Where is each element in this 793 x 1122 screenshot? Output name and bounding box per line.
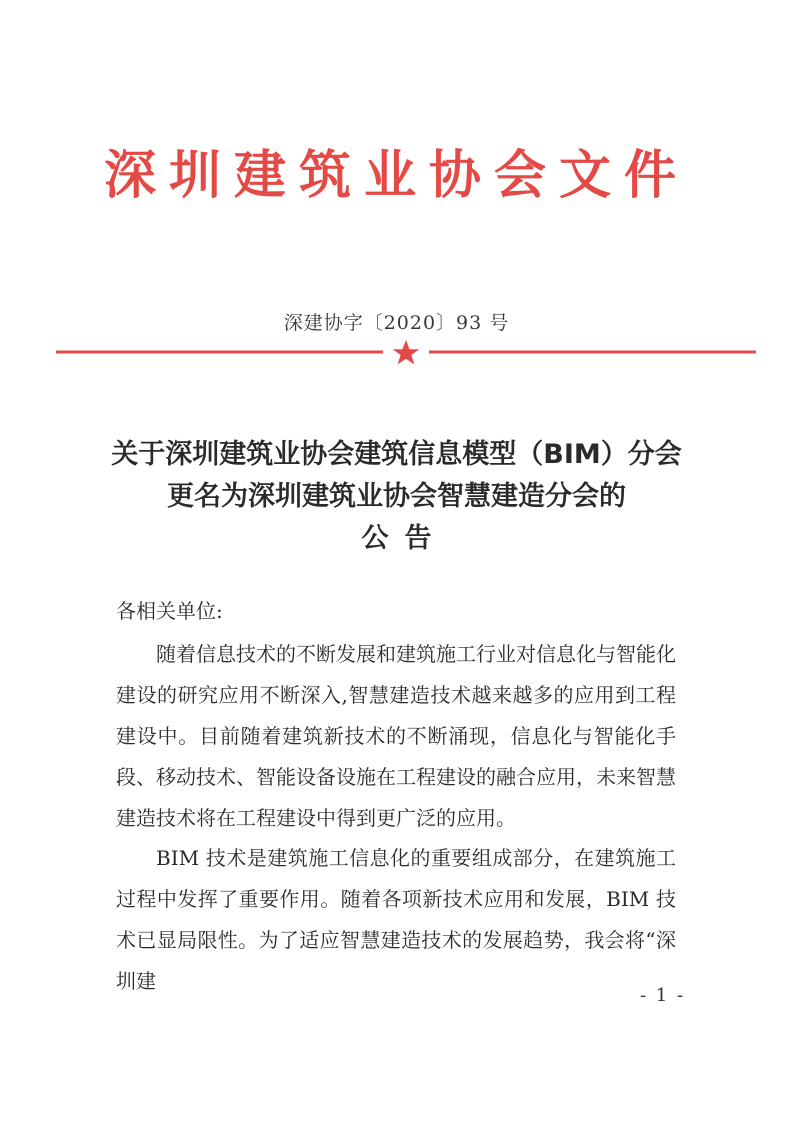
body-paragraph-1: 随着信息技术的不断发展和建筑施工行业对信息化与智能化建设的研究应用不断深入,智慧建造技术越来越多的应用到工程建设中。目前随着建筑新技术的不断涌现，信息化与智能化手段、移动技术、智能设备设施在工程建设的融合应用，未来智慧建造技术将在工程建设中得到更广泛的应用。 xyxy=(116,642,676,830)
salutation: 各相关单位: xyxy=(116,599,223,623)
notice-title xyxy=(0,434,793,560)
body-paragraph-1-block xyxy=(116,634,676,839)
title-line-3: 公告 xyxy=(361,523,448,554)
body-paragraph-2-block xyxy=(116,838,676,1002)
title-line-2: 更名为深圳建筑业协会智慧建造分会的 xyxy=(167,481,626,512)
page-number: - 1 - xyxy=(640,985,686,1006)
document-number: 深建协字〔2020〕93 号 xyxy=(283,312,510,334)
masthead-title: 深圳建筑业协会文件 xyxy=(103,146,689,206)
title-line-1: 关于深圳建筑业协会建筑信息模型（BIM）分会 xyxy=(111,439,682,470)
red-divider xyxy=(56,339,756,369)
star-icon xyxy=(393,340,420,365)
body-paragraph-2: BIM 技术是建筑施工信息化的重要组成部分，在建筑施工过程中发挥了重要作用。随着各项新技术应用和发展，BIM 技术已显局限性。为了适应智慧建造技术的发展趋势，我会将“深圳建 xyxy=(116,846,676,993)
